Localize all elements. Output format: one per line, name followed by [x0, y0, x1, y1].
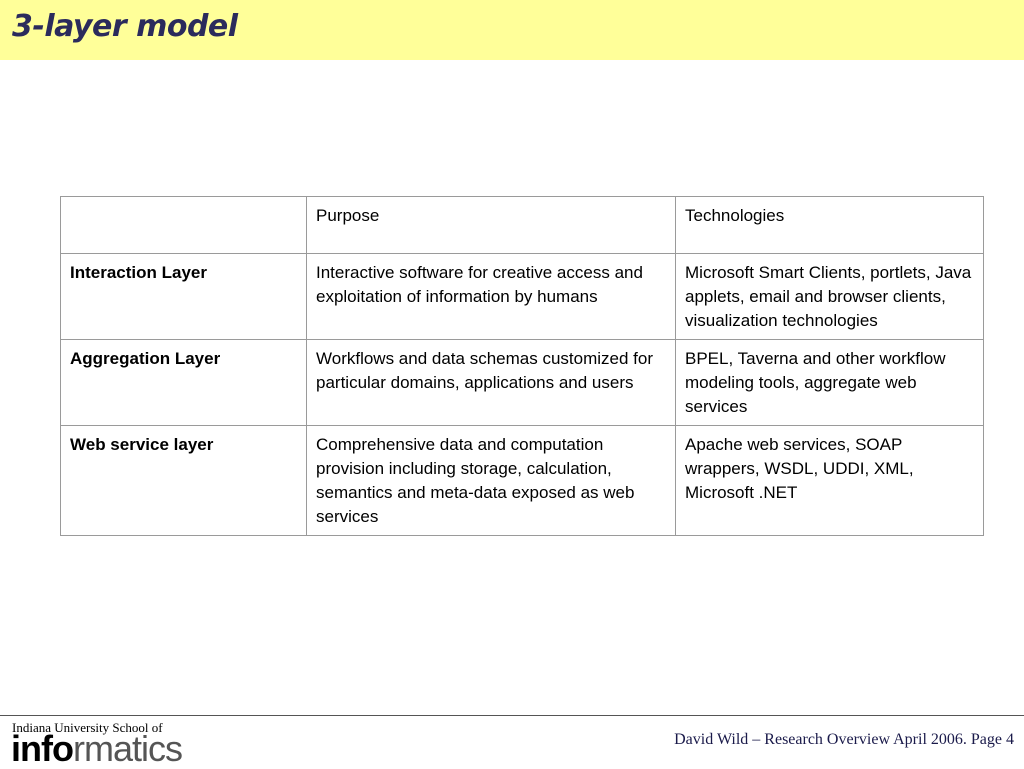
layer-name-cell: Web service layer: [61, 426, 307, 536]
technologies-cell: Apache web services, SOAP wrappers, WSDL, UDDI, XML, Microsoft .NET: [676, 426, 984, 536]
slide-title: 3-layer model: [12, 9, 238, 44]
purpose-cell: Interactive software for creative access and exploitation of information by humans: [307, 254, 676, 340]
logo-text-bold: info: [11, 728, 73, 769]
title-bar: [0, 0, 1024, 60]
informatics-logo: [11, 730, 182, 768]
technologies-cell: Microsoft Smart Clients, portlets, Java applets, email and browser clients, visualization technologies: [676, 254, 984, 340]
technologies-cell: BPEL, Taverna and other workflow modeling tools, aggregate web services: [676, 340, 984, 426]
table-row: [61, 426, 984, 536]
header-cell-empty: [61, 197, 307, 254]
logo-text-light: rmatics: [72, 728, 182, 769]
table-row: [61, 254, 984, 340]
table-row: [61, 340, 984, 426]
layer-name-cell: Interaction Layer: [61, 254, 307, 340]
layer-table: [60, 196, 984, 536]
purpose-cell: Workflows and data schemas customized for particular domains, applications and users: [307, 340, 676, 426]
table-header-row: [61, 197, 984, 254]
purpose-cell: Comprehensive data and computation provision including storage, calculation, semantics and meta-data exposed as web services: [307, 426, 676, 536]
layer-name-cell: Aggregation Layer: [61, 340, 307, 426]
footer-credit: David Wild – Research Overview April 2006. Page 4: [674, 731, 1014, 748]
school-name: Indiana University School of: [12, 720, 163, 735]
header-cell-purpose: Purpose: [307, 197, 676, 254]
footer-divider: [0, 715, 1024, 716]
header-cell-technologies: Technologies: [676, 197, 984, 254]
